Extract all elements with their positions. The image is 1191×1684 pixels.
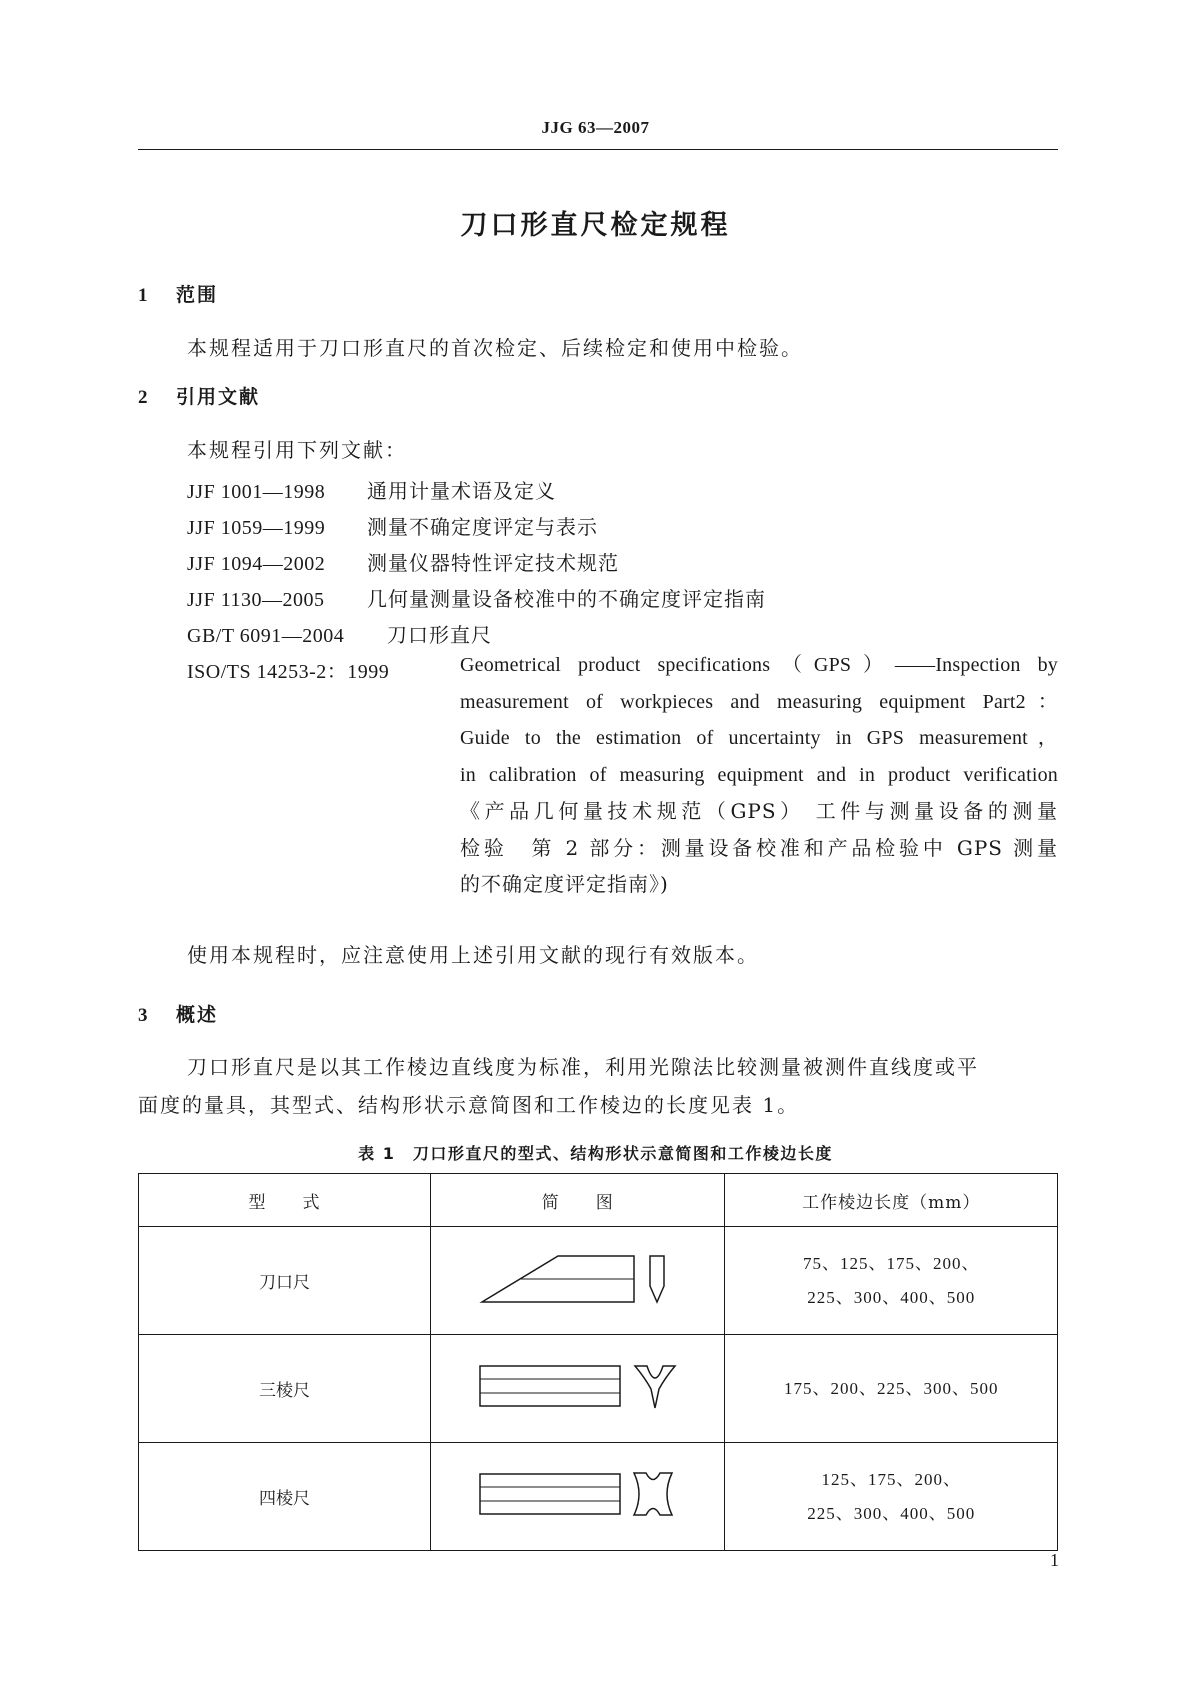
length-line: 75、125、175、200、 <box>802 1253 980 1273</box>
page-number: 1 <box>1050 1550 1059 1570</box>
section-number: 2 <box>138 387 148 408</box>
reference-name: 刀口形直尺 <box>387 623 492 647</box>
reference-code: JJF 1130—2005 <box>187 589 325 611</box>
reference-code: GB/T 6091—2004 <box>187 625 345 647</box>
reference-item <box>187 475 556 504</box>
type-cell: 刀口尺 <box>139 1227 431 1335</box>
column-header-type: 型 式 <box>139 1174 431 1227</box>
length-line: 125、175、200、 <box>821 1469 961 1489</box>
iso-title-line: Geometrical product specifications（GPS）——Inspection by <box>460 654 1058 676</box>
iso-title-line: 检验 第 2 部分：测量设备校准和产品检验中 GPS 测量 <box>460 835 1058 860</box>
reference-code: JJF 1001—1998 <box>187 481 326 503</box>
reference-item <box>187 547 619 576</box>
table-row <box>139 1335 1058 1443</box>
section-3-body-line: 面度的量具，其型式、结构形状示意简图和工作棱边的长度见表 1。 <box>138 1093 800 1117</box>
reference-name: 测量仪器特性评定技术规范 <box>367 551 619 575</box>
section-3-heading <box>138 1000 218 1027</box>
diagram-cell <box>430 1335 724 1443</box>
table-caption: 表 1 刀口形直尺的型式、结构形状示意简图和工作棱边长度 <box>358 1144 833 1163</box>
triangular-ruler-diagram <box>478 1356 678 1416</box>
section-1-body: 本规程适用于刀口形直尺的首次检定、后续检定和使用中检验。 <box>187 336 803 360</box>
table-row <box>139 1227 1058 1335</box>
section-number: 3 <box>138 1005 148 1026</box>
length-cell <box>725 1443 1058 1551</box>
ruler-types-table <box>138 1173 1058 1551</box>
references-intro: 本规程引用下列文献： <box>187 438 407 462</box>
length-line: 175、200、225、300、500 <box>783 1378 999 1398</box>
section-title: 概述 <box>176 1004 219 1026</box>
reference-name: 通用计量术语及定义 <box>367 479 556 503</box>
section-title: 引用文献 <box>176 386 261 408</box>
reference-item <box>187 511 598 540</box>
reference-name: 测量不确定度评定与表示 <box>367 515 598 539</box>
section-2-heading <box>138 382 260 409</box>
column-header-diagram: 简 图 <box>430 1174 724 1227</box>
length-line: 225、300、400、500 <box>807 1287 976 1307</box>
header-rule <box>138 149 1058 150</box>
table-row <box>139 1443 1058 1551</box>
type-cell: 四棱尺 <box>139 1443 431 1551</box>
iso-reference-code: ISO/TS 14253-2：1999 <box>187 661 390 683</box>
section-1-heading <box>138 280 218 307</box>
knife-edge-ruler-diagram <box>478 1248 678 1308</box>
iso-reference-title <box>460 647 1058 903</box>
diagram-cell <box>430 1227 724 1335</box>
iso-title-line: 《产品几何量技术规范（GPS） 工件与测量设备的测量 <box>460 799 1058 823</box>
iso-title-line: 的不确定度评定指南》) <box>460 872 669 896</box>
iso-title-line: in calibration of measuring equipment and in product verification <box>460 763 1058 786</box>
length-cell <box>725 1227 1058 1335</box>
iso-title-line: Guide to the estimation of uncertainty in GPS measurement， <box>460 727 1058 749</box>
reference-item <box>187 583 766 612</box>
section-title: 范围 <box>176 284 219 306</box>
document-title: 刀口形直尺检定规程 <box>460 210 731 241</box>
references-note: 使用本规程时，应注意使用上述引用文献的现行有效版本。 <box>187 943 759 967</box>
section-number: 1 <box>138 285 148 306</box>
table-header-row <box>139 1174 1058 1227</box>
reference-item <box>187 619 492 648</box>
square-ruler-diagram <box>478 1464 678 1524</box>
iso-title-line: measurement of workpieces and measuring equipment Part2： <box>460 690 1058 713</box>
column-header-length: 工作棱边长度（mm） <box>725 1174 1058 1227</box>
length-line: 225、300、400、500 <box>807 1503 976 1523</box>
section-3-body-line: 刀口形直尺是以其工作棱边直线度为标准，利用光隙法比较测量被测件直线度或平 <box>187 1055 979 1079</box>
reference-name: 几何量测量设备校准中的不确定度评定指南 <box>367 587 766 611</box>
reference-code: JJF 1094—2002 <box>187 553 326 575</box>
length-cell <box>725 1335 1058 1443</box>
type-cell: 三棱尺 <box>139 1335 431 1443</box>
reference-code: JJF 1059—1999 <box>187 517 326 539</box>
document-code-header: JJG 63—2007 <box>541 118 650 137</box>
diagram-cell <box>430 1443 724 1551</box>
